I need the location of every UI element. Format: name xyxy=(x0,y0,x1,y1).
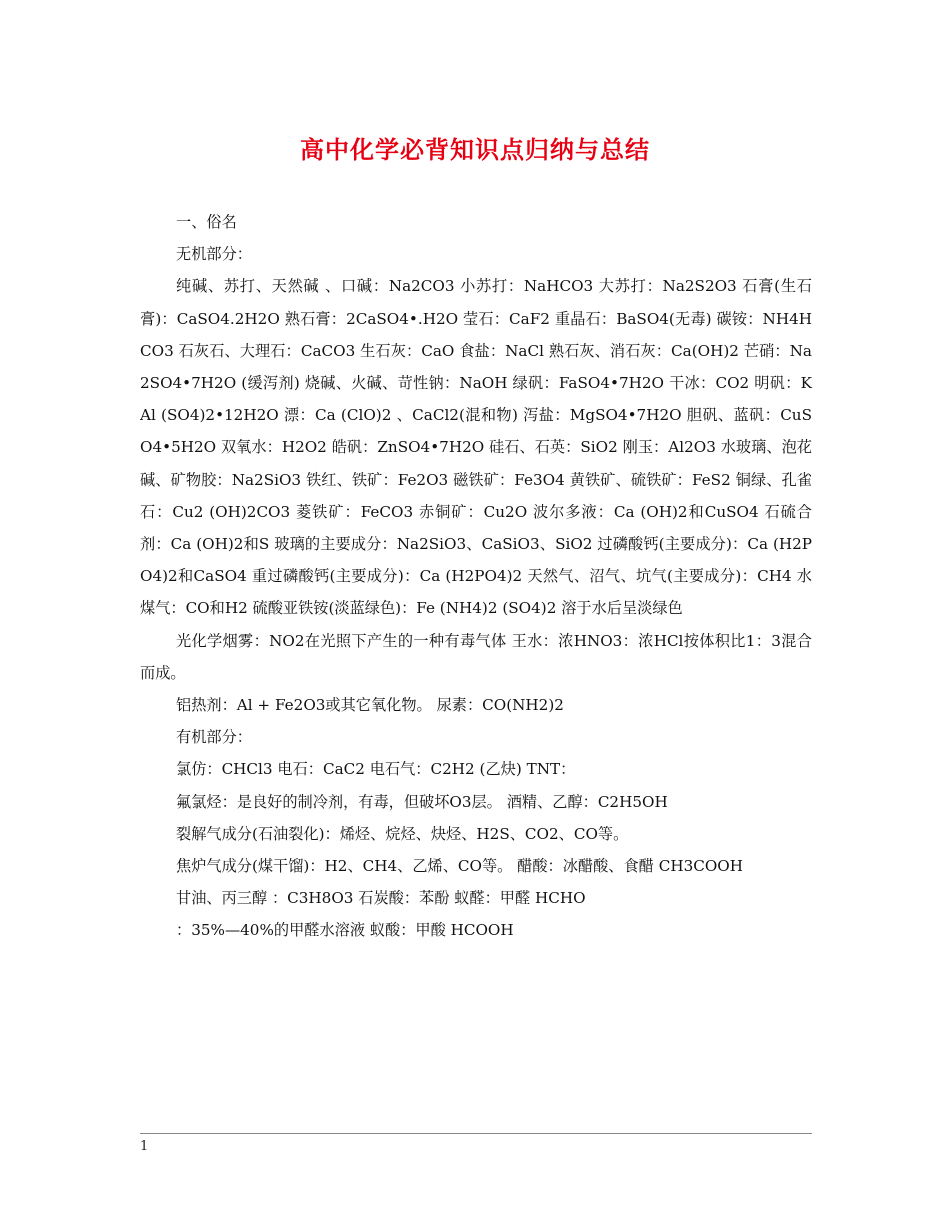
section-heading-common-names: 一、俗名 xyxy=(176,213,237,231)
paragraph-chloroform: 氯仿：CHCl3 电石：CaC2 电石气：C2H2 (乙炔) TNT： xyxy=(176,760,576,779)
page-title: 高中化学必背知识点归纳与总结 xyxy=(300,135,650,164)
paragraph-inorganic-names: 纯碱、苏打、天然碱 、口碱：Na2CO3 小苏打：NaHCO3 大苏打：Na2S2O3 石膏(生石膏)：CaSO4.2H2O 熟石膏：2CaSO4•.H2O 莹石：CaF2 重晶石：BaSO4(无毒) 碳铵：NH4HCO3 石灰石、大理石：CaCO3 生石灰：CaO 食盐：NaCl 熟石灰、消石灰：Ca(OH)2 芒硝：Na2SO4•7H2O (缓泻剂) 烧碱、火碱、苛性钠：NaOH 绿矾：FaSO4•7H2O 干冰：CO2 明矾：KAl (SO4)2•12H2O 漂：Ca (ClO)2 、CaCl2(混和物) 泻盐：MgSO4•7H2O 胆矾、蓝矾：CuSO4•5H2O 双氧水：H2O2 皓矾：ZnSO4•7H2O 硅石、石英：SiO2 刚玉：Al2O3 水玻璃、泡花碱、矿物胶：Na2SiO3 铁红、铁矿：Fe2O3 磁铁矿：Fe3O4 黄铁矿、硫铁矿：FeS2 铜绿、孔雀石：Cu2 (OH)2CO3 菱铁矿：FeCO3 赤铜矿：Cu2O 波尔多液：Ca (OH)2和CuSO4 石硫合剂：Ca (OH)2和S 玻璃的主要成分：Na2SiO3、CaSiO3、SiO2 过磷酸钙(主要成分)：Ca (H2PO4)2和CaSO4 重过磷酸钙(主要成分)：Ca (H2PO4)2 天然气、沼气、坑气(主要成分)：CH4 水煤气：CO和H2 硫酸亚铁铵(淡蓝绿色)：Fe (NH4)2 (SO4)2 溶于水后呈淡绿色 xyxy=(140,277,812,618)
paragraph-cracking-gas: 裂解气成分(石油裂化)：烯烃、烷烃、炔烃、H2S、CO2、CO等。 xyxy=(176,824,629,843)
paragraph-coke-oven-gas: 焦炉气成分(煤干馏)：H2、CH4、乙烯、CO等。 醋酸：冰醋酸、食醋 CH3COOH xyxy=(176,857,743,876)
paragraph-glycerol: 甘油、丙三醇 ：C3H8O3 石炭酸：苯酚 蚁醛：甲醛 HCHO xyxy=(176,889,586,908)
page-number: 1 xyxy=(140,1139,149,1154)
paragraph-photochemical-smog: 光化学烟雾：NO2在光照下产生的一种有毒气体 王水：浓HNO3：浓HCl按体积比1：3混合而成。 xyxy=(140,631,812,682)
subheading-organic: 有机部分： xyxy=(176,728,252,747)
document-body xyxy=(140,206,812,947)
paragraph-freon: 氟氯烃：是良好的制冷剂，有毒，但破坏O3层。 酒精、乙醇：C2H5OH xyxy=(176,792,668,811)
paragraph-thermite: 铝热剂：Al + Fe2O3或其它氧化物。 尿素：CO(NH2)2 xyxy=(176,696,564,715)
subheading-inorganic: 无机部分： xyxy=(176,245,252,264)
footer-divider xyxy=(140,1133,812,1134)
paragraph-formalin: ：35%—40%的甲醛水溶液 蚁酸：甲酸 HCOOH xyxy=(176,921,514,940)
